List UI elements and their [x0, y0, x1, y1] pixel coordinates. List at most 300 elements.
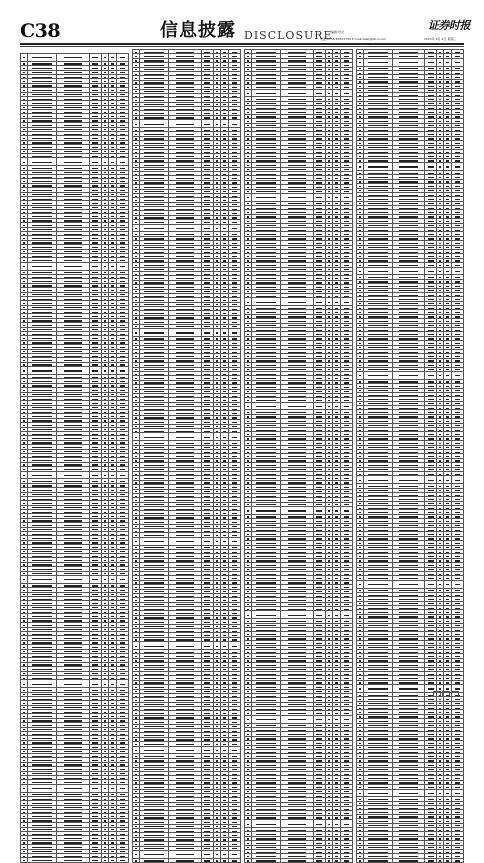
cell-text-mark — [111, 94, 114, 95]
cell-text-mark — [64, 725, 83, 726]
cell-text-mark — [64, 538, 83, 539]
cell-text-mark — [32, 656, 52, 657]
cell-text-mark — [135, 646, 137, 647]
cell-text-mark — [232, 282, 238, 283]
cell-text-mark — [120, 794, 126, 795]
cell-text-mark — [144, 160, 164, 161]
cell-text-mark — [204, 282, 210, 283]
cell-text-mark — [23, 620, 25, 621]
cell-text-mark — [64, 678, 83, 679]
cell-text-mark — [232, 130, 238, 131]
cell-text-mark — [144, 238, 164, 239]
cell-text-mark — [135, 460, 137, 461]
cell-text-mark — [104, 312, 106, 313]
cell-text-mark — [135, 750, 137, 751]
cell-text-mark — [223, 591, 226, 592]
cell-text-mark — [104, 420, 106, 421]
cell-text-mark — [204, 482, 210, 483]
cell-text-mark — [104, 229, 106, 230]
cell-text-mark — [204, 496, 210, 497]
cell-text-mark — [135, 291, 137, 292]
cell-text-mark — [120, 751, 126, 752]
cell-text-mark — [104, 669, 106, 670]
cell-text-mark — [232, 587, 238, 588]
cell-text-mark — [204, 604, 210, 605]
cell-text-mark — [232, 578, 238, 579]
cell-text-mark — [135, 409, 137, 410]
cell-text-mark — [104, 347, 106, 348]
cell-text-mark — [204, 387, 210, 388]
cell-text-mark — [232, 465, 238, 466]
cell-text-mark — [32, 460, 52, 461]
cell-text-mark — [216, 522, 218, 523]
cell-text-mark — [135, 228, 137, 229]
cell-text-mark — [204, 591, 210, 592]
cell-text-mark — [135, 682, 137, 683]
cell-text-mark — [223, 722, 226, 723]
cell-text-mark — [144, 247, 164, 248]
cell-text-mark — [232, 744, 238, 745]
table-cell — [228, 433, 240, 441]
cell-text-mark — [32, 272, 52, 273]
cell-text-mark — [120, 664, 126, 665]
cell-text-mark — [223, 217, 226, 218]
cell-text-mark — [23, 420, 25, 421]
cell-text-mark — [176, 622, 195, 623]
cell-text-mark — [120, 678, 126, 679]
cell-text-mark — [135, 56, 137, 57]
cell-text-mark — [216, 713, 218, 714]
cell-text-mark — [176, 709, 195, 710]
cell-text-mark — [92, 447, 98, 448]
cell-text-mark — [223, 556, 226, 557]
cell-text-mark — [120, 360, 126, 361]
cell-text-mark — [64, 475, 83, 476]
cell-text-mark — [144, 409, 164, 410]
cell-text-mark — [216, 60, 218, 61]
cell-text-mark — [176, 269, 195, 270]
table-cell — [116, 54, 128, 62]
cell-text-mark — [135, 739, 137, 740]
cell-text-mark — [23, 529, 25, 530]
cell-text-mark — [23, 77, 25, 78]
cell-text-mark — [23, 116, 25, 117]
cell-text-mark — [216, 547, 218, 548]
cell-text-mark — [204, 700, 210, 701]
cell-text-mark — [216, 360, 218, 361]
cell-text-mark — [223, 704, 226, 705]
cell-text-mark — [104, 788, 106, 789]
cell-text-mark — [176, 578, 195, 579]
cell-text-mark — [64, 451, 83, 452]
cell-text-mark — [176, 247, 195, 248]
cell-text-mark — [32, 579, 52, 580]
table-cell — [133, 329, 140, 337]
cell-text-mark — [216, 204, 218, 205]
cell-text-mark — [64, 151, 83, 152]
cell-text-mark — [104, 381, 106, 382]
cell-text-mark — [176, 109, 195, 110]
cell-text-mark — [92, 834, 98, 835]
cell-text-mark — [104, 520, 106, 521]
cell-text-mark — [204, 228, 210, 229]
cell-text-mark — [64, 416, 83, 417]
cell-text-mark — [104, 294, 106, 295]
cell-text-mark — [92, 529, 98, 530]
cell-text-mark — [176, 143, 195, 144]
cell-text-mark — [64, 107, 83, 108]
cell-text-mark — [176, 652, 195, 653]
cell-text-mark — [64, 507, 83, 508]
cell-text-mark — [111, 485, 114, 486]
cell-text-mark — [176, 443, 195, 444]
cell-text-mark — [120, 294, 126, 295]
cell-text-mark — [176, 574, 195, 575]
cell-text-mark — [120, 451, 126, 452]
cell-text-mark — [32, 788, 52, 789]
cell-text-mark — [216, 700, 218, 701]
cell-text-mark — [176, 217, 195, 218]
cell-text-mark — [144, 152, 164, 153]
cell-text-mark — [176, 274, 195, 275]
cell-text-mark — [135, 69, 137, 70]
cell-text-mark — [135, 660, 137, 661]
cell-text-mark — [120, 181, 126, 182]
cell-text-mark — [204, 469, 210, 470]
cell-text-mark — [120, 647, 126, 648]
cell-text-mark — [144, 617, 164, 618]
cell-text-mark — [92, 769, 98, 770]
cell-text-mark — [204, 578, 210, 579]
cell-text-mark — [120, 529, 126, 530]
cell-text-mark — [32, 438, 52, 439]
cell-text-mark — [23, 475, 25, 476]
cell-text-mark — [64, 481, 83, 482]
cell-text-mark — [204, 652, 210, 653]
cell-text-mark — [223, 222, 226, 223]
cell-text-mark — [64, 742, 83, 743]
cell-text-mark — [144, 626, 164, 627]
cell-text-mark — [232, 713, 238, 714]
cell-text-mark — [144, 560, 164, 561]
cell-text-mark — [232, 422, 238, 423]
cell-text-mark — [135, 60, 137, 61]
cell-text-mark — [120, 77, 126, 78]
cell-text-mark — [216, 669, 218, 670]
table-row — [21, 680, 129, 688]
cell-text-mark — [144, 252, 164, 253]
cell-text-mark — [176, 656, 195, 657]
cell-text-mark — [176, 660, 195, 661]
table-cell — [28, 262, 57, 270]
table-cell — [89, 54, 101, 62]
cell-text-mark — [204, 631, 210, 632]
cell-text-mark — [176, 65, 195, 66]
cell-text-mark — [64, 147, 83, 148]
cell-text-mark — [135, 604, 137, 605]
cell-text-mark — [111, 551, 114, 552]
cell-text-mark — [204, 378, 210, 379]
table-cell — [21, 262, 28, 270]
cell-text-mark — [23, 503, 25, 504]
cell-text-mark — [232, 447, 238, 448]
cell-text-mark — [104, 72, 106, 73]
cell-text-mark — [32, 525, 52, 526]
cell-text-mark — [144, 504, 164, 505]
cell-text-mark — [176, 138, 195, 139]
cell-text-mark — [176, 735, 195, 736]
cell-text-mark — [120, 325, 126, 326]
cell-text-mark — [223, 82, 226, 83]
cell-text-mark — [104, 820, 106, 821]
cell-text-mark — [32, 799, 52, 800]
cell-text-mark — [204, 265, 210, 266]
table-row — [21, 158, 129, 166]
cell-text-mark — [176, 156, 195, 157]
cell-text-mark — [176, 704, 195, 705]
cell-text-mark — [135, 82, 137, 83]
cell-text-mark — [223, 91, 226, 92]
cell-text-mark — [232, 374, 238, 375]
cell-text-mark — [232, 265, 238, 266]
cell-text-mark — [23, 856, 25, 857]
cell-text-mark — [144, 147, 164, 148]
cell-text-mark — [223, 417, 226, 418]
cell-text-mark — [111, 569, 114, 570]
cell-text-mark — [111, 684, 114, 685]
cell-text-mark — [135, 465, 137, 466]
cell-text-mark — [32, 266, 52, 267]
table-cell — [220, 120, 228, 128]
cell-text-mark — [104, 307, 106, 308]
cell-text-mark — [144, 143, 164, 144]
cell-text-mark — [120, 712, 126, 713]
cell-text-mark — [120, 769, 126, 770]
cell-text-mark — [223, 713, 226, 714]
cell-text-mark — [232, 309, 238, 310]
cell-text-mark — [135, 469, 137, 470]
cell-text-mark — [176, 504, 195, 505]
cell-text-mark — [232, 526, 238, 527]
cell-text-mark — [216, 678, 218, 679]
cell-text-mark — [92, 612, 98, 613]
cell-text-mark — [216, 517, 218, 518]
cell-text-mark — [92, 725, 98, 726]
cell-text-mark — [232, 291, 238, 292]
table-cell — [133, 642, 140, 650]
cell-text-mark — [204, 460, 210, 461]
cell-text-mark — [64, 651, 83, 652]
cell-text-mark — [104, 851, 106, 852]
cell-text-mark — [23, 656, 25, 657]
cell-text-mark — [135, 313, 137, 314]
cell-text-mark — [104, 816, 106, 817]
cell-text-mark — [120, 716, 126, 717]
cell-text-mark — [216, 500, 218, 501]
cell-text-mark — [104, 738, 106, 739]
cell-text-mark — [111, 547, 114, 548]
cell-text-mark — [111, 207, 114, 208]
cell-text-mark — [176, 369, 195, 370]
table-row — [133, 224, 241, 232]
cell-text-mark — [92, 773, 98, 774]
cell-text-mark — [223, 238, 226, 239]
cell-text-mark — [32, 57, 52, 58]
cell-text-mark — [176, 639, 195, 640]
cell-text-mark — [32, 151, 52, 152]
cell-text-mark — [64, 838, 83, 839]
cell-text-mark — [176, 191, 195, 192]
cell-text-mark — [176, 96, 195, 97]
cell-text-mark — [176, 78, 195, 79]
cell-text-mark — [92, 63, 98, 64]
cell-text-mark — [64, 116, 83, 117]
cell-text-mark — [64, 751, 83, 752]
cell-text-mark — [144, 130, 164, 131]
cell-text-mark — [176, 404, 195, 405]
cell-text-mark — [120, 560, 126, 561]
cell-text-mark — [111, 416, 114, 417]
cell-text-mark — [120, 860, 126, 861]
cell-text-mark — [144, 282, 164, 283]
cell-text-mark — [111, 429, 114, 430]
cell-text-mark — [111, 399, 114, 400]
cell-text-mark — [144, 196, 164, 197]
cell-text-mark — [32, 234, 52, 235]
cell-text-mark — [216, 417, 218, 418]
cell-text-mark — [92, 277, 98, 278]
cell-text-mark — [223, 360, 226, 361]
cell-text-mark — [23, 812, 25, 813]
cell-text-mark — [111, 220, 114, 221]
cell-text-mark — [64, 142, 83, 143]
cell-text-mark — [204, 674, 210, 675]
cell-text-mark — [144, 165, 164, 166]
cell-text-mark — [223, 587, 226, 588]
cell-text-mark — [135, 96, 137, 97]
cell-text-mark — [223, 265, 226, 266]
cell-text-mark — [216, 447, 218, 448]
cell-text-mark — [92, 220, 98, 221]
cell-text-mark — [232, 500, 238, 501]
cell-text-mark — [23, 494, 25, 495]
cell-text-mark — [92, 225, 98, 226]
cell-text-mark — [232, 696, 238, 697]
cell-text-mark — [204, 504, 210, 505]
cell-text-mark — [223, 735, 226, 736]
cell-text-mark — [204, 426, 210, 427]
cell-text-mark — [92, 334, 98, 335]
cell-text-mark — [23, 456, 25, 457]
table-cell — [133, 120, 140, 128]
cell-text-mark — [120, 412, 126, 413]
cell-text-mark — [64, 673, 83, 674]
editor-line: 编辑 校对 — [331, 30, 344, 34]
cell-text-mark — [32, 564, 52, 565]
cell-text-mark — [232, 535, 238, 536]
cell-text-mark — [104, 678, 106, 679]
cell-text-mark — [232, 674, 238, 675]
table-cell — [169, 120, 201, 128]
cell-text-mark — [64, 464, 83, 465]
cell-text-mark — [92, 642, 98, 643]
cell-text-mark — [144, 322, 164, 323]
cell-text-mark — [176, 722, 195, 723]
cell-text-mark — [64, 77, 83, 78]
cell-text-mark — [64, 720, 83, 721]
cell-text-mark — [216, 526, 218, 527]
cell-text-mark — [144, 735, 164, 736]
cell-text-mark — [23, 172, 25, 173]
cell-text-mark — [111, 747, 114, 748]
cell-text-mark — [92, 112, 98, 113]
cell-text-mark — [135, 347, 137, 348]
cell-text-mark — [135, 635, 137, 636]
cell-text-mark — [204, 556, 210, 557]
cell-text-mark — [92, 812, 98, 813]
cell-text-mark — [120, 320, 126, 321]
cell-text-mark — [104, 90, 106, 91]
cell-text-mark — [23, 207, 25, 208]
cell-text-mark — [23, 429, 25, 430]
cell-text-mark — [223, 269, 226, 270]
cell-text-mark — [223, 509, 226, 510]
cell-text-mark — [135, 482, 137, 483]
cell-text-mark — [111, 247, 114, 248]
cell-text-mark — [223, 278, 226, 279]
cell-text-mark — [92, 569, 98, 570]
cell-text-mark — [135, 500, 137, 501]
cell-text-mark — [111, 838, 114, 839]
cell-text-mark — [120, 512, 126, 513]
cell-text-mark — [223, 260, 226, 261]
cell-text-mark — [216, 722, 218, 723]
cell-text-mark — [104, 360, 106, 361]
cell-text-mark — [111, 651, 114, 652]
cell-text-mark — [23, 690, 25, 691]
cell-text-mark — [64, 782, 83, 783]
cell-text-mark — [104, 538, 106, 539]
cell-text-mark — [176, 487, 195, 488]
cell-text-mark — [223, 156, 226, 157]
cell-text-mark — [135, 731, 137, 732]
cell-text-mark — [223, 209, 226, 210]
cell-text-mark — [144, 613, 164, 614]
cell-text-mark — [176, 134, 195, 135]
cell-text-mark — [104, 142, 106, 143]
cell-text-mark — [216, 465, 218, 466]
cell-text-mark — [32, 190, 52, 191]
cell-text-mark — [223, 60, 226, 61]
cell-text-mark — [204, 274, 210, 275]
cell-text-mark — [223, 104, 226, 105]
cell-text-mark — [135, 204, 137, 205]
cell-text-mark — [176, 413, 195, 414]
cell-text-mark — [135, 356, 137, 357]
cell-text-mark — [92, 181, 98, 182]
cell-text-mark — [64, 503, 83, 504]
cell-text-mark — [104, 138, 106, 139]
cell-text-mark — [176, 304, 195, 305]
cell-text-mark — [23, 625, 25, 626]
cell-text-mark — [111, 807, 114, 808]
cell-text-mark — [32, 129, 52, 130]
cell-text-mark — [120, 120, 126, 121]
cell-text-mark — [111, 356, 114, 357]
cell-text-mark — [23, 242, 25, 243]
cell-text-mark — [144, 452, 164, 453]
cell-text-mark — [111, 612, 114, 613]
